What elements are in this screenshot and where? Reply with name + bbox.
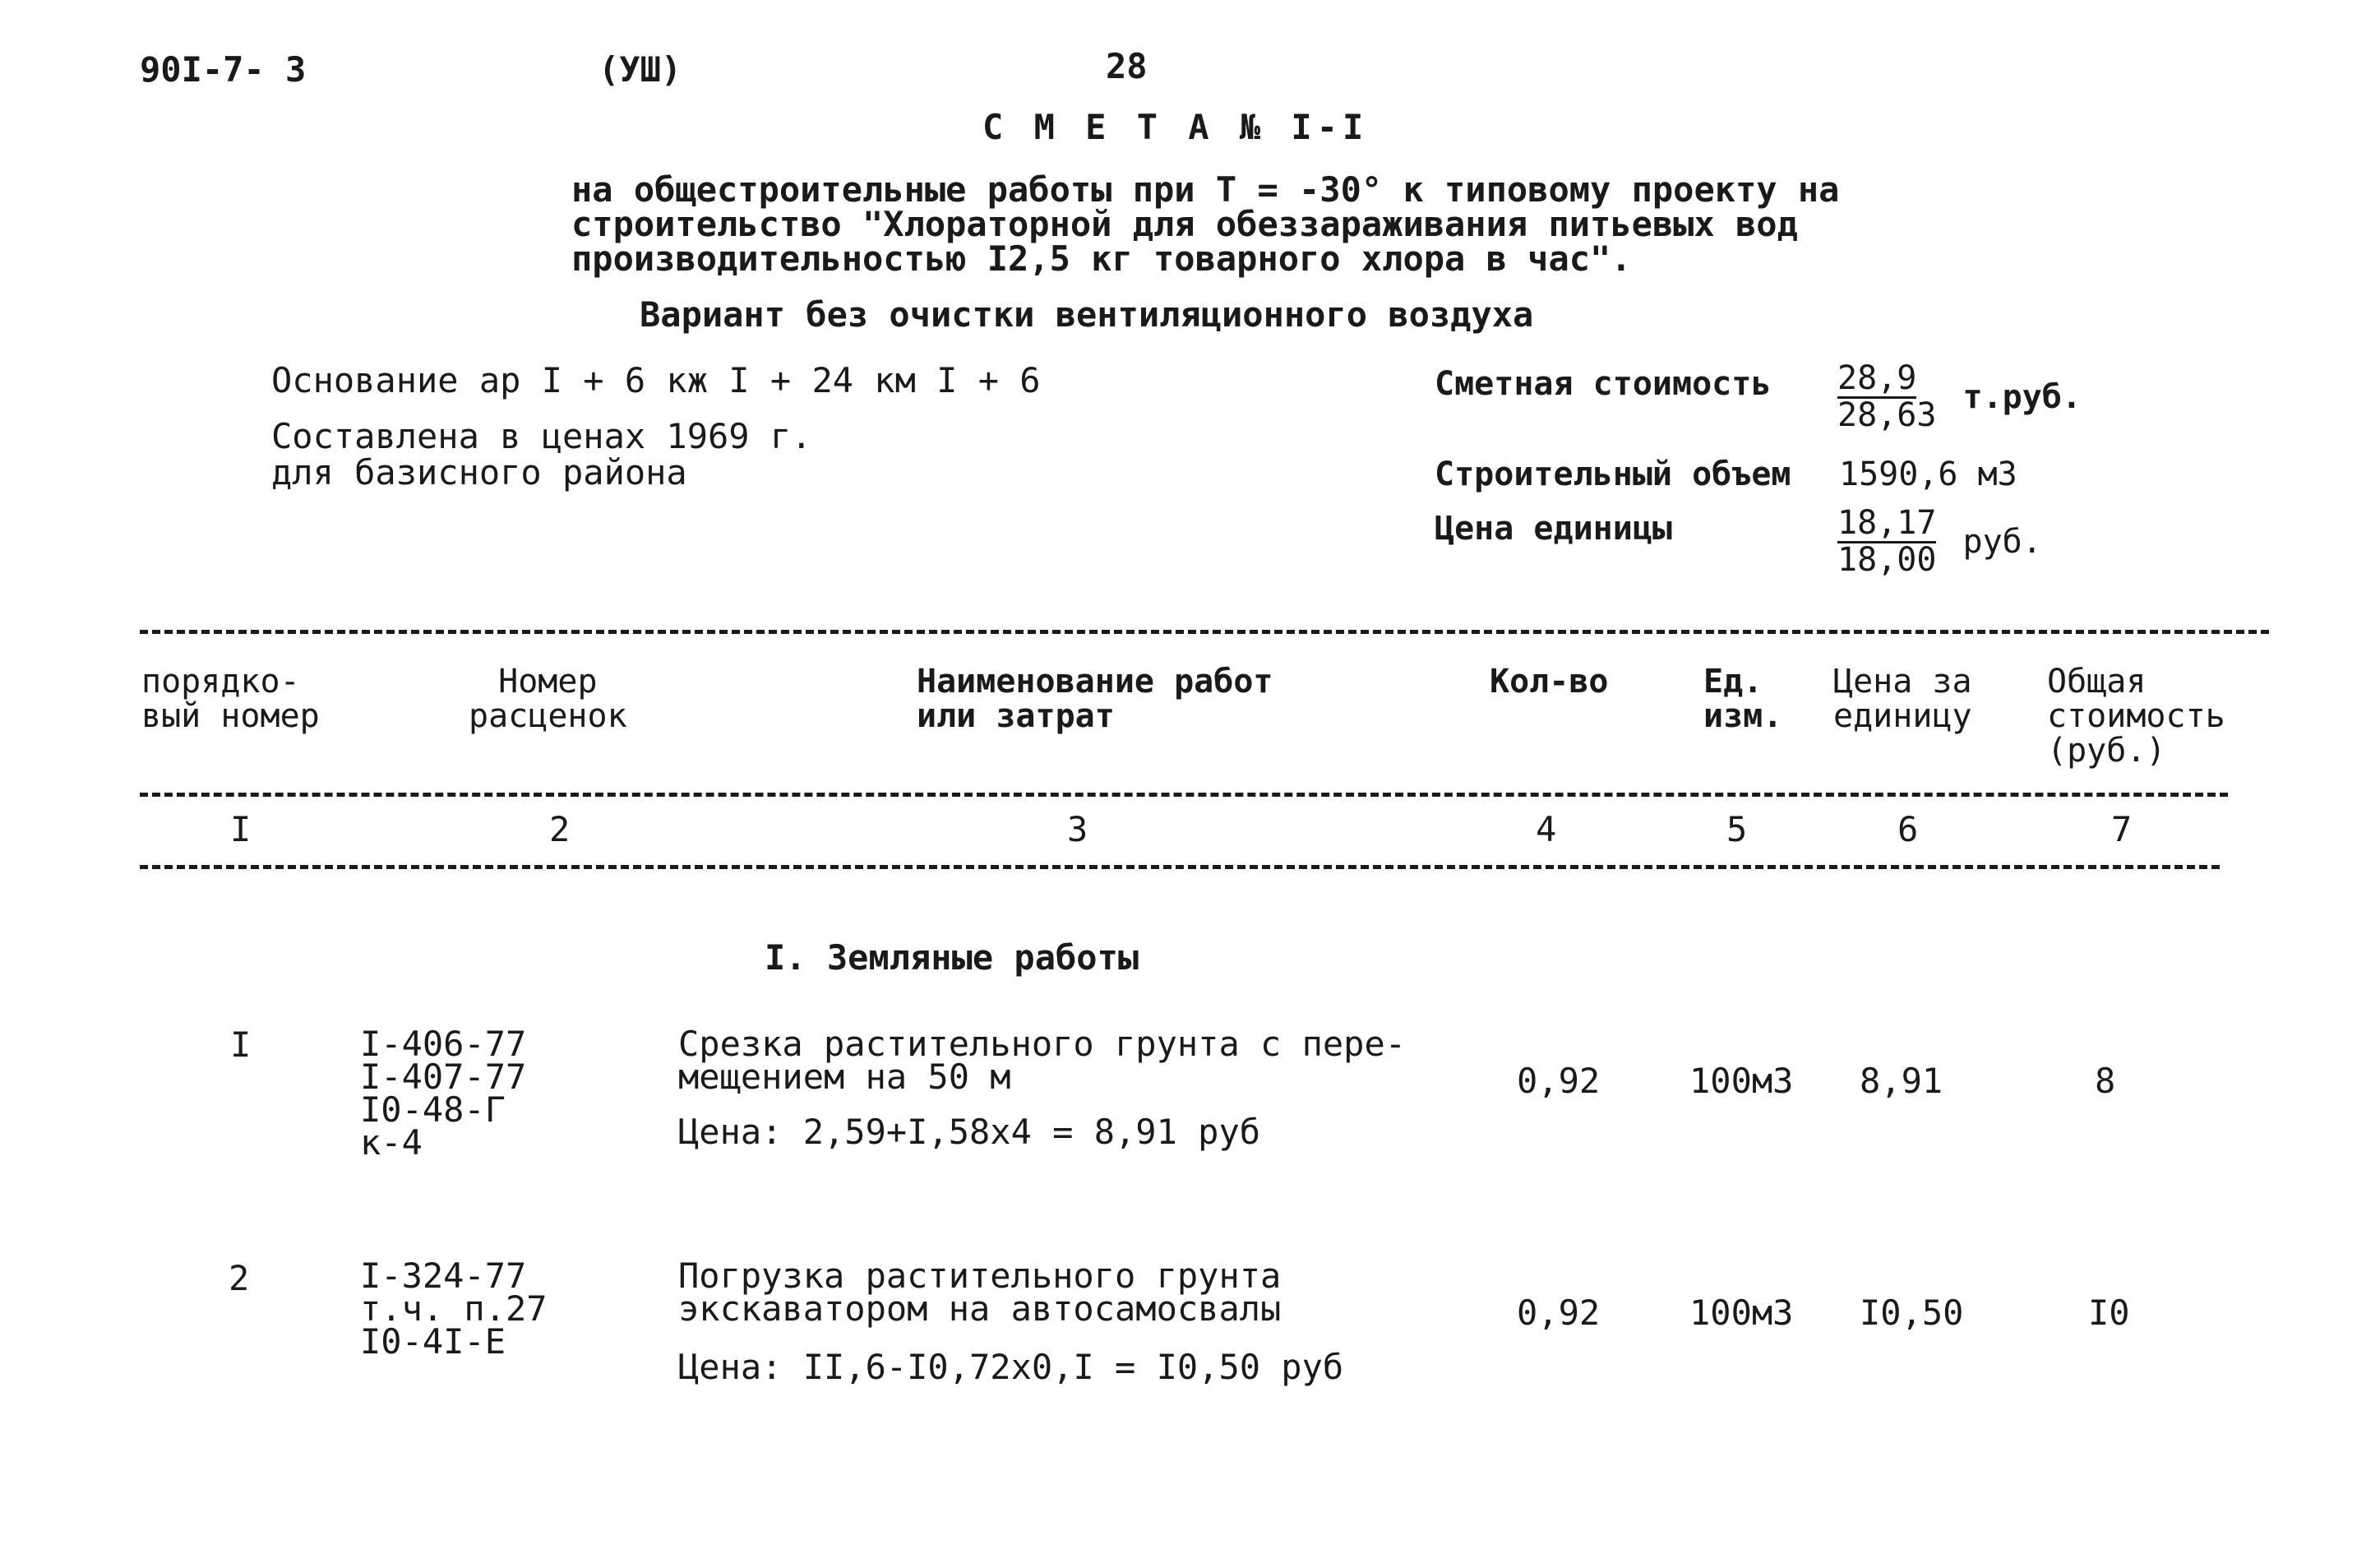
- col-header-unit: Ед. изм.: [1703, 663, 1783, 735]
- col-header-work-name: Наименование работ или затрат: [917, 663, 1273, 735]
- col-header-quantity: Кол-во: [1490, 663, 1609, 701]
- volume-label: Строительный объем: [1435, 456, 1791, 493]
- rate-codes: I-324-77 т.ч. п.27 I0-4I-Е: [360, 1256, 548, 1362]
- unit: 100м3: [1689, 1061, 1794, 1101]
- document-code: 90I-7- 3: [140, 49, 307, 90]
- unit-price-bottom: 18,00: [1837, 541, 1937, 579]
- work-name: Погрузка растительного грунта экскаватором на автосамосвалы: [678, 1256, 1282, 1329]
- volume-value: 1590,6 м3: [1839, 456, 2017, 493]
- estimate-title: С М Е Т А № I-I: [982, 107, 1369, 147]
- section-title: I. Земляные работы: [765, 937, 1139, 978]
- document-part: (УШ): [598, 49, 682, 90]
- estimated-cost-value: [1837, 359, 2082, 434]
- basis-line: Основание ар I + 6 кж I + 24 км I + 6: [271, 360, 1041, 400]
- page-number: 28: [1106, 46, 1148, 86]
- quantity: 0,92: [1517, 1061, 1601, 1101]
- unit-price-unit: руб.: [1962, 522, 2042, 561]
- row-number: I: [230, 1024, 252, 1065]
- title-line-3: производительностью I2,5 кг товарного хлора в час".: [571, 238, 1632, 279]
- total-cost: I0: [2088, 1293, 2130, 1333]
- price-note: Цена: 2,59+I,58х4 = 8,91 руб: [678, 1112, 1261, 1152]
- col-number-4: 4: [1536, 809, 1557, 849]
- title-line-1: на общестроительные работы при Т = -30° к типовому проекту на: [571, 169, 1840, 210]
- unit-price: 8,91: [1860, 1061, 1943, 1101]
- price-note: Цена: II,6-I0,72х0,I = I0,50 руб: [678, 1347, 1344, 1387]
- unit-price-label: Цена единицы: [1435, 510, 1672, 548]
- col-number-6: 6: [1897, 809, 1919, 849]
- work-name: Срезка растительного грунта с пере- мещением на 50 м: [678, 1024, 1407, 1097]
- col-number-7: 7: [2111, 809, 2133, 849]
- estimated-cost-unit: т.руб.: [1962, 377, 2082, 416]
- quantity: 0,92: [1517, 1293, 1601, 1333]
- col-header-order-number: порядко- вый номер: [141, 663, 320, 735]
- table-top-rule: [140, 630, 2269, 634]
- unit-price: I0,50: [1860, 1293, 1964, 1333]
- title-line-2: строительство "Хлораторной для обеззараживания питьевых вод: [571, 204, 1798, 244]
- unit-price-value: [1837, 504, 2042, 579]
- unit-price-top: 18,17: [1837, 504, 1937, 542]
- estimated-cost-label: Сметная стоимость: [1435, 365, 1772, 403]
- col-header-total-cost: Общая стоимость (руб.): [2047, 663, 2225, 770]
- col-header-rate-number: Номер расценок: [469, 663, 627, 735]
- prices-line-2: для базисного района: [271, 452, 687, 493]
- estimated-cost-bottom: 28,63: [1837, 396, 1937, 434]
- col-number-5: 5: [1726, 809, 1748, 849]
- row-number: 2: [229, 1258, 250, 1298]
- estimated-cost-top: 28,9: [1837, 359, 1917, 397]
- col-number-2: 2: [549, 809, 571, 849]
- total-cost: 8: [2095, 1061, 2116, 1101]
- col-number-3: 3: [1067, 809, 1088, 849]
- header-bottom-rule: [140, 793, 2228, 797]
- column-numbers-rule: [140, 865, 2220, 869]
- col-header-unit-price: Цена за единицу: [1833, 663, 1972, 735]
- col-number-1: I: [230, 809, 252, 849]
- variant-line: Вариант без очистки вентиляционного воздуха: [640, 294, 1534, 335]
- prices-line-1: Составлена в ценах 1969 г.: [271, 416, 812, 456]
- unit: 100м3: [1689, 1293, 1794, 1333]
- rate-codes: I-406-77 I-407-77 I0-48-Г к-4: [360, 1024, 527, 1163]
